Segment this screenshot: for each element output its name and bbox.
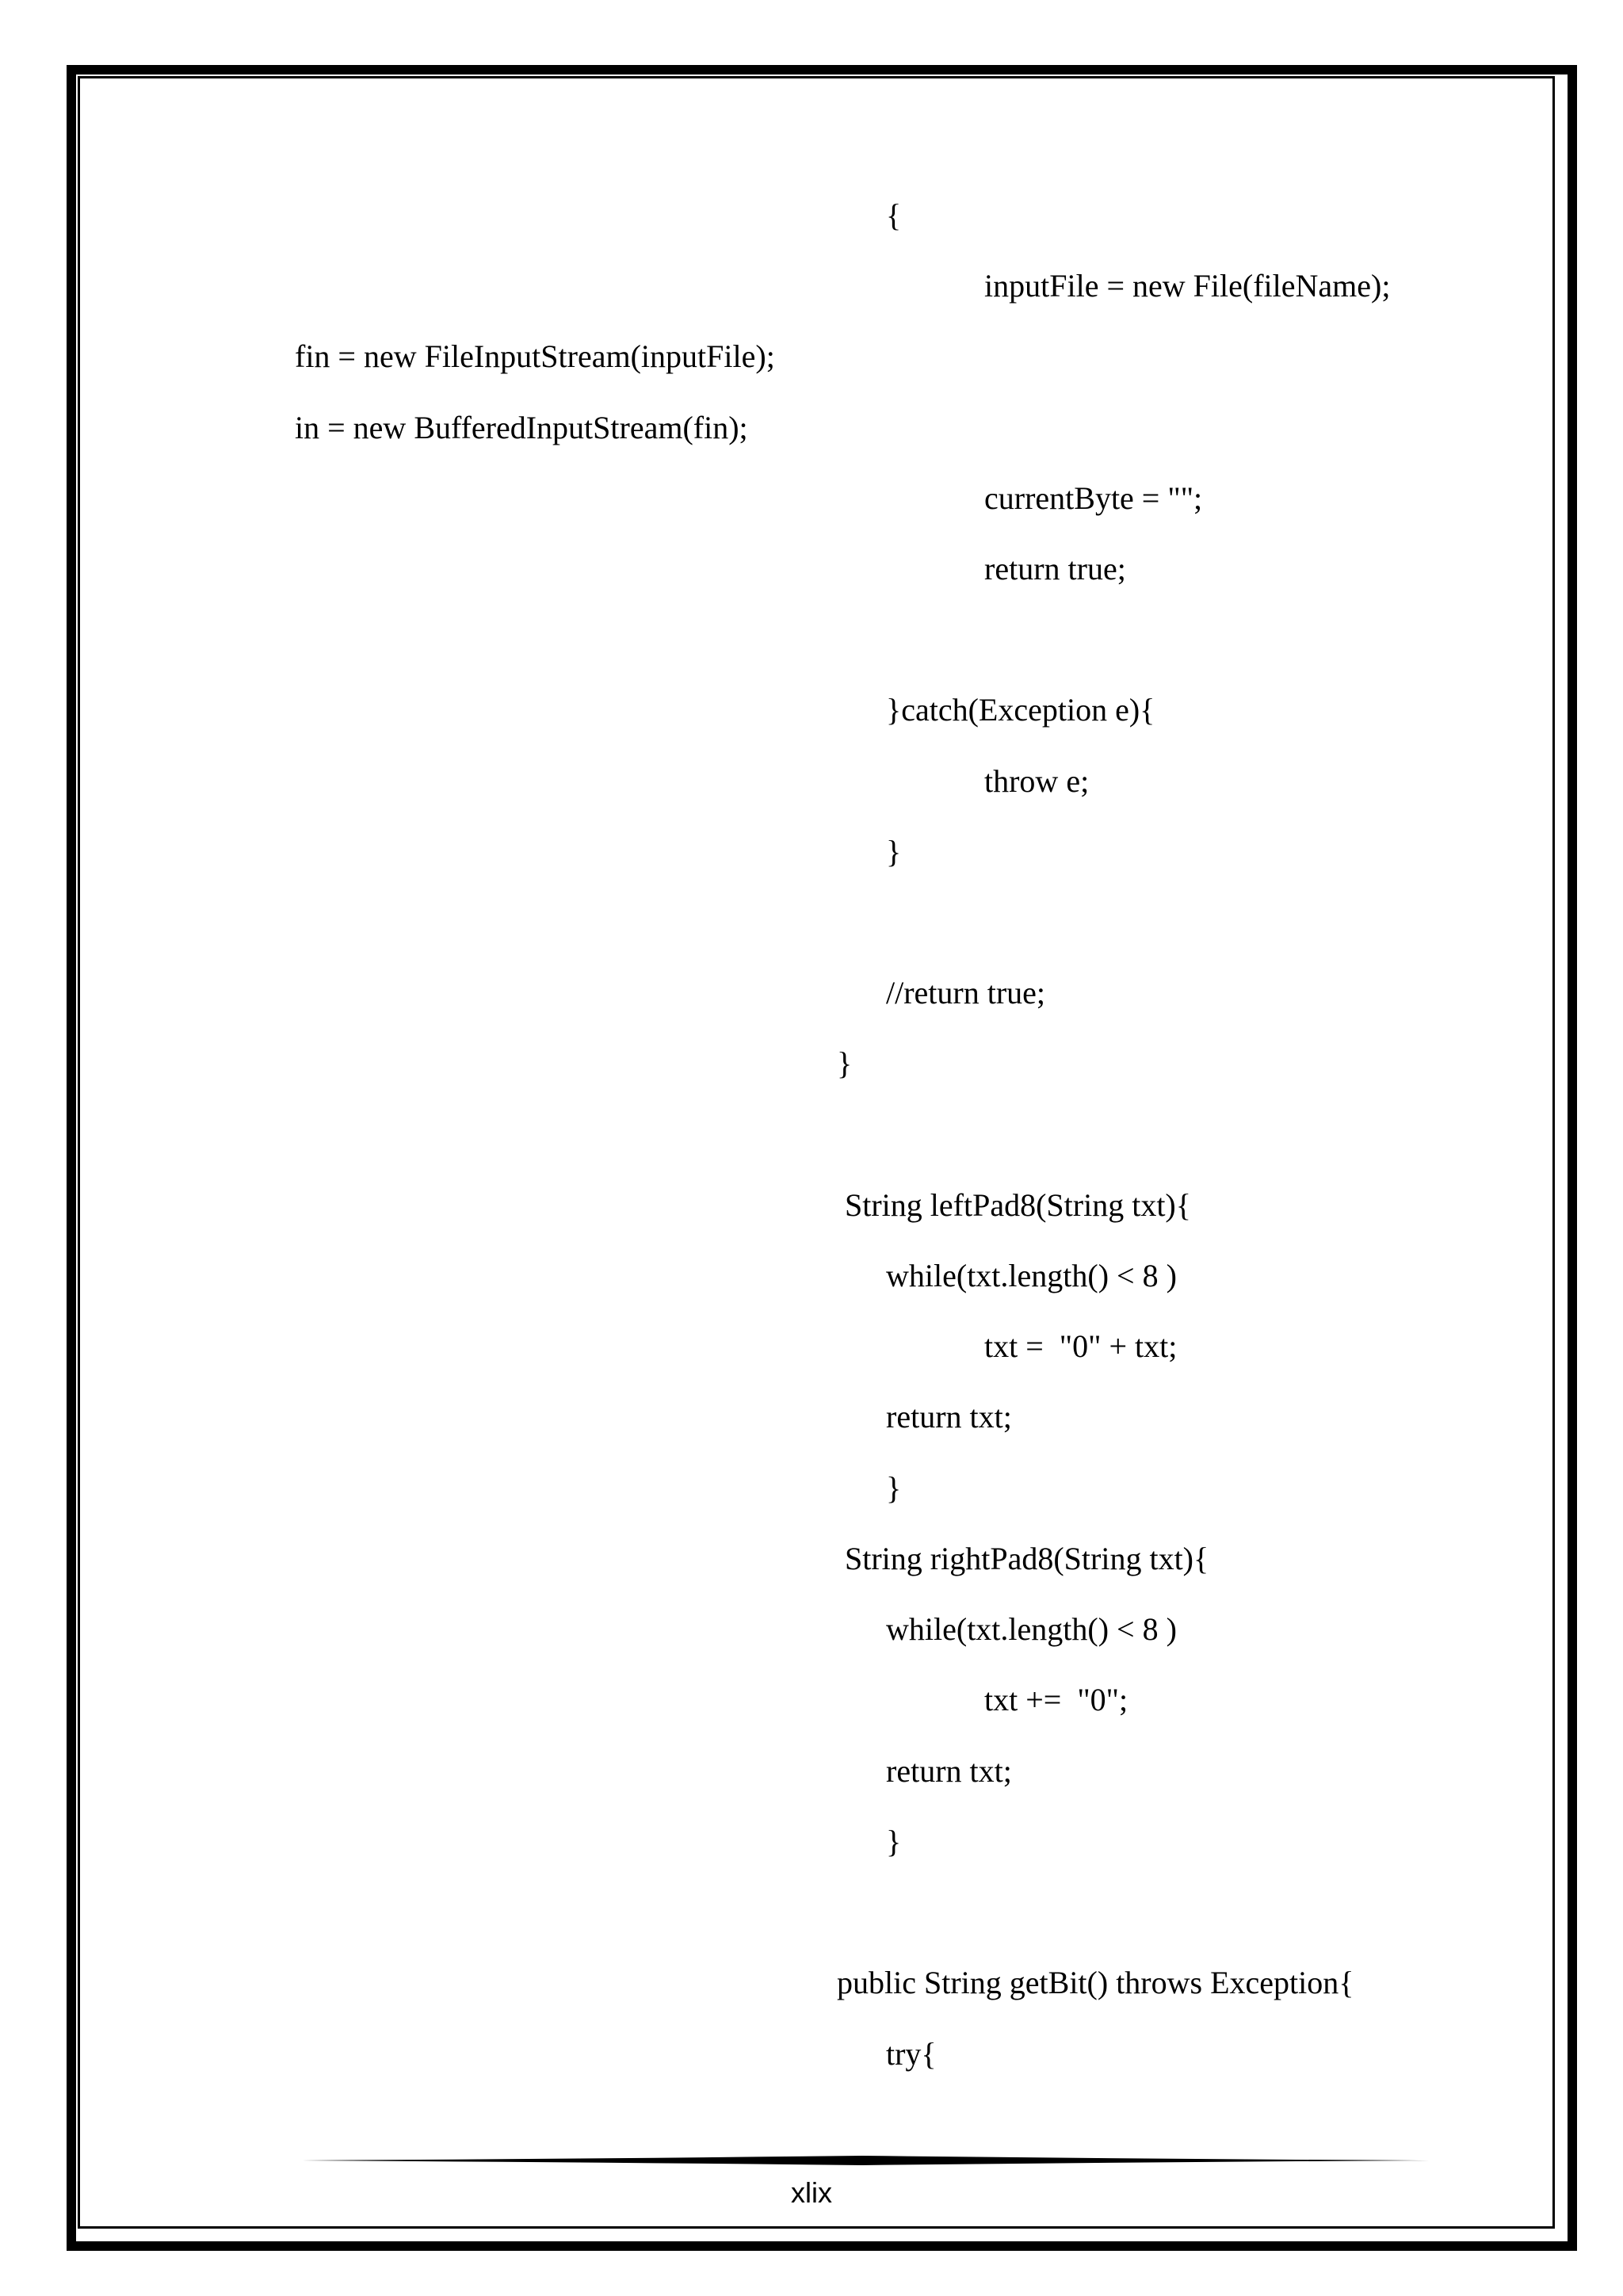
code-line: inputFile = new File(fileName); (984, 268, 1391, 304)
code-line: fin = new FileInputStream(inputFile); (295, 338, 775, 374)
code-line: String rightPad8(String txt){ (845, 1541, 1209, 1576)
page-number: xlix (791, 2176, 832, 2209)
code-line: String leftPad8(String txt){ (845, 1187, 1191, 1223)
code-line: return txt; (886, 1399, 1012, 1435)
code-line: txt += "0"; (984, 1682, 1128, 1717)
code-line: while(txt.length() < 8 ) (886, 1258, 1177, 1293)
code-line: } (886, 1824, 902, 1859)
code-line: return true; (984, 551, 1126, 586)
code-line: //return true; (886, 975, 1046, 1010)
code-line: } (837, 1045, 853, 1081)
code-line: try{ (886, 2036, 937, 2072)
code-line: throw e; (984, 763, 1090, 799)
footer-divider (295, 2153, 1430, 2168)
code-line: currentByte = ""; (984, 480, 1203, 516)
code-line: in = new BufferedInputStream(fin); (295, 410, 748, 445)
code-line: } (886, 834, 902, 869)
code-line: { (886, 197, 902, 233)
code-line: return txt; (886, 1753, 1012, 1789)
code-line: public String getBit() throws Exception{ (837, 1965, 1354, 2000)
page-border-inner (78, 76, 1555, 2229)
code-line: } (886, 1470, 902, 1506)
code-line: txt = "0" + txt; (984, 1328, 1178, 1364)
code-line: while(txt.length() < 8 ) (886, 1611, 1177, 1647)
code-line: }catch(Exception e){ (886, 692, 1155, 728)
